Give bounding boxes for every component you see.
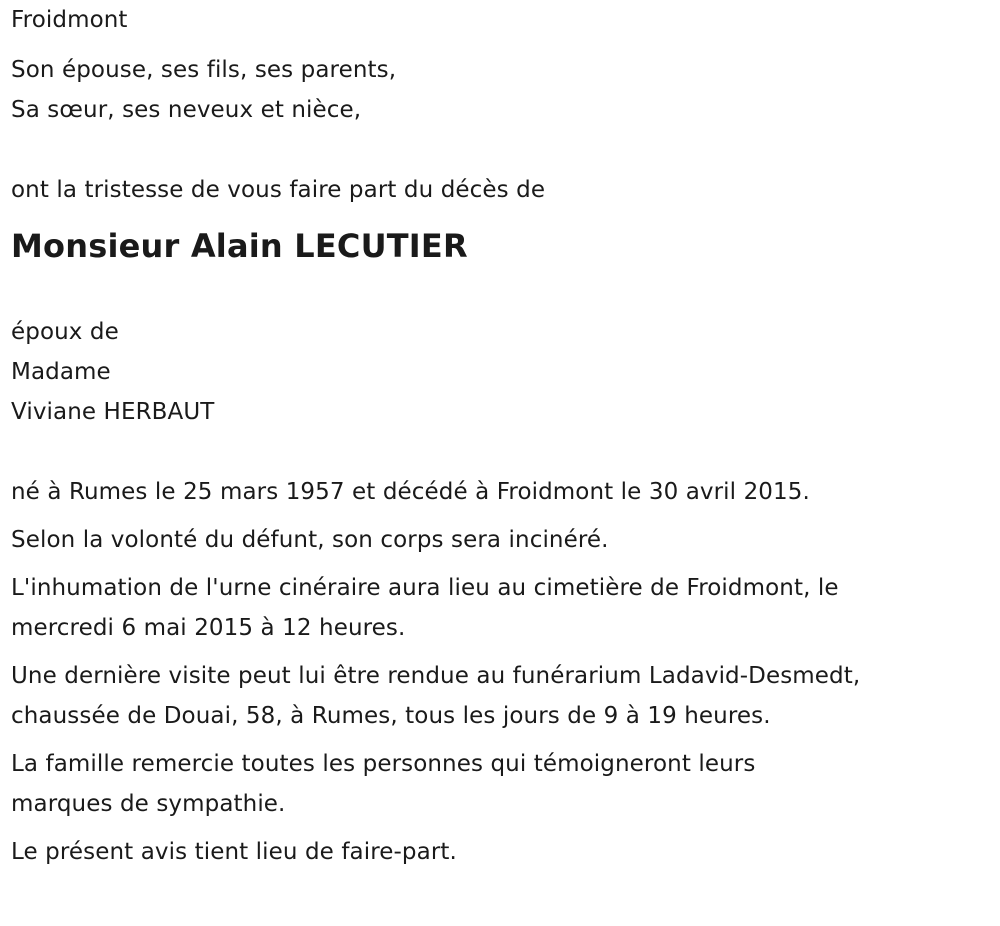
spouse-line: Madame	[11, 359, 111, 385]
deceased-name: Monsieur Alain LECUTIER	[11, 227, 468, 265]
thanks-line: marques de sympathie.	[11, 791, 286, 817]
death-notice	[11, 0, 996, 872]
closing-note: Le présent avis tient lieu de faire-part.	[11, 839, 457, 865]
town-heading: Froidmont	[11, 7, 128, 33]
burial-info	[11, 568, 996, 648]
spacer	[11, 266, 996, 312]
thanks-line: La famille remercie toutes les personnes qui témoigneront leurs	[11, 751, 756, 777]
family-line: Son épouse, ses fils, ses parents,	[11, 57, 397, 83]
spouse-block	[11, 312, 996, 432]
spacer	[11, 130, 996, 170]
family-block	[11, 50, 996, 130]
visit-line: chaussée de Douai, 58, à Rumes, tous les jours de 9 à 19 heures.	[11, 703, 771, 729]
visit-line: Une dernière visite peut lui être rendue au funérarium Ladavid-Desmedt,	[11, 663, 861, 689]
burial-line: L'inhumation de l'urne cinéraire aura lieu au cimetière de Froidmont, le	[11, 575, 839, 601]
visit-info	[11, 656, 996, 736]
birth-death-dates: né à Rumes le 25 mars 1957 et décédé à Froidmont le 30 avril 2015.	[11, 479, 810, 505]
thanks-info	[11, 744, 996, 824]
spouse-line: Viviane HERBAUT	[11, 399, 215, 425]
spacer	[11, 432, 996, 472]
spouse-line: époux de	[11, 319, 119, 345]
cremation-wish: Selon la volonté du défunt, son corps sera incinéré.	[11, 527, 609, 553]
announcement-text: ont la tristesse de vous faire part du décès de	[11, 177, 546, 203]
family-line: Sa sœur, ses neveux et nièce,	[11, 97, 362, 123]
burial-line: mercredi 6 mai 2015 à 12 heures.	[11, 615, 406, 641]
